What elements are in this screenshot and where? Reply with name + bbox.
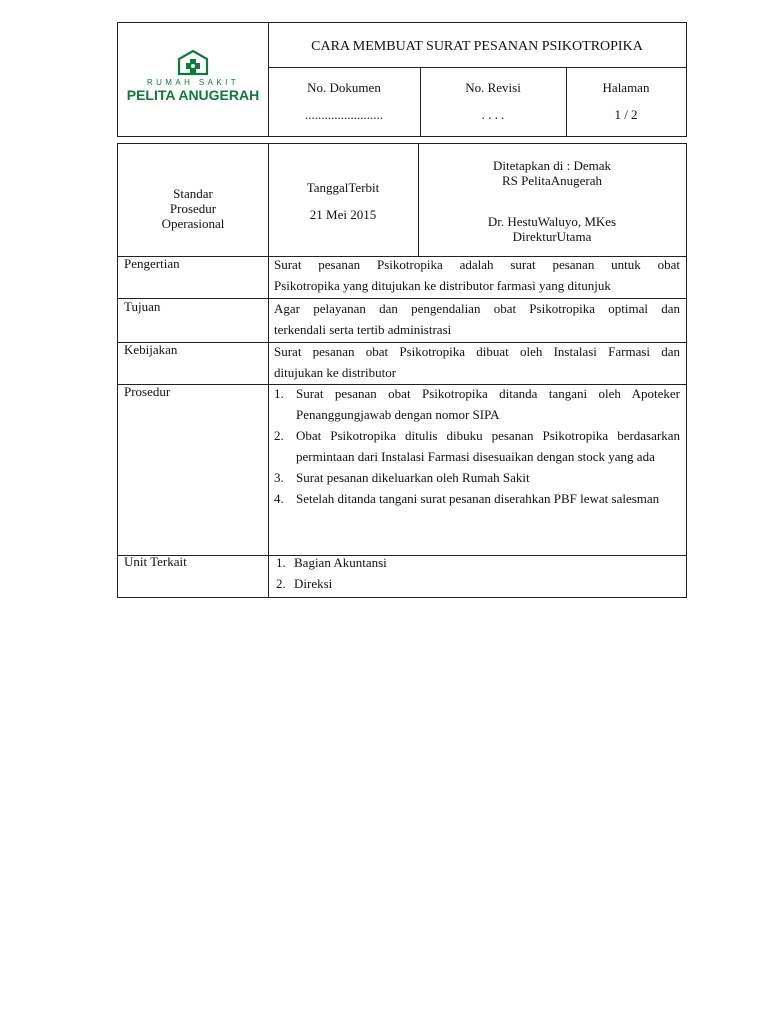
prosedur-item-text: Surat pesanan dikeluarkan oleh Rumah Sakit: [296, 470, 530, 485]
tujuan-text: [274, 298, 680, 340]
kebijakan-text: [274, 341, 680, 383]
halaman-value: 1 / 2: [614, 107, 638, 122]
unit-terkait-item-number: 2.: [276, 576, 286, 591]
unit-terkait-item-number: 1.: [276, 555, 286, 570]
sop-label-line: Operasional: [161, 216, 225, 231]
director-name: Dr. HestuWaluyo, MKes: [487, 214, 617, 229]
hospital-cross-icon: [176, 50, 210, 78]
prosedur-label: Prosedur: [124, 384, 171, 399]
header-divider: [268, 67, 686, 68]
unit-terkait-item-text: Direksi: [294, 576, 333, 591]
sop-table: [117, 143, 687, 598]
no-dokumen-label: No. Dokumen: [307, 80, 381, 95]
no-revisi-value: . . . .: [481, 107, 505, 122]
tujuan-line: terkendali serta tertib administrasi: [274, 322, 452, 337]
sop-label-line: Prosedur: [169, 201, 217, 216]
prosedur-list: [274, 383, 680, 509]
halaman-label: Halaman: [602, 80, 650, 95]
prosedur-item: [274, 467, 680, 488]
logo-text-rumah-sakit: RUMAH SAKIT: [146, 78, 240, 87]
kebijakan-label: Kebijakan: [124, 342, 178, 357]
sop-label-line: Standar: [173, 186, 213, 201]
header-divider: [566, 67, 567, 136]
tujuan-label: Tujuan: [124, 299, 161, 314]
header-divider: [420, 67, 421, 136]
tanggal-terbit-label: TanggalTerbit: [306, 180, 380, 195]
unit-terkait-list: [276, 552, 682, 594]
ditetapkan-location: Ditetapkan di : Demak: [492, 158, 612, 173]
document-header-table: [117, 22, 687, 137]
director-title: DirekturUtama: [512, 229, 592, 244]
unit-terkait-label: Unit Terkait: [124, 554, 187, 569]
prosedur-item-number: 3.: [274, 470, 284, 485]
ditetapkan-block: [418, 158, 686, 188]
unit-terkait-item: [276, 573, 682, 594]
prosedur-item-number: 2.: [274, 428, 284, 443]
pengertian-label: Pengertian: [124, 256, 180, 271]
prosedur-item-text: Setelah ditanda tangani surat pesanan diserahkan PBF lewat salesman: [296, 491, 660, 506]
no-dokumen-value: ........................: [305, 107, 383, 122]
prosedur-item: [274, 383, 680, 425]
hospital-logo: [118, 23, 268, 136]
pengertian-line: Surat pesanan Psikotropika adalah surat pesanan untuk obat: [274, 257, 680, 272]
director-block: [418, 214, 686, 244]
document-title: CARA MEMBUAT SURAT PESANAN PSIKOTROPIKA: [311, 39, 643, 54]
prosedur-item-text: Obat Psikotropika ditulis dibuku pesanan Psikotropika berdasarkan permintaan dari Instalasi Farmasi disesuaikan dengan stock yang ada: [296, 428, 680, 464]
sop-label: [118, 186, 268, 231]
logo-text-pelita-anugerah: PELITA ANUGERAH: [126, 87, 260, 103]
tujuan-line: Agar pelayanan dan pengendalian obat Psikotropika optimal dan: [274, 301, 680, 316]
kebijakan-line: ditujukan ke distributor: [274, 365, 397, 380]
no-revisi-label: No. Revisi: [465, 80, 521, 95]
pengertian-line: Psikotropika yang ditujukan ke distributor farmasi yang ditunjuk: [274, 278, 611, 293]
prosedur-item-text: Surat pesanan obat Psikotropika ditanda tangani oleh Apoteker Penanggungjawab dengan nomor SIPA: [296, 386, 680, 422]
pengertian-text: [274, 254, 680, 296]
tanggal-terbit-value: 21 Mei 2015: [309, 207, 377, 222]
prosedur-item-number: 1.: [274, 386, 284, 401]
unit-terkait-item-text: Bagian Akuntansi: [294, 555, 387, 570]
kebijakan-line: Surat pesanan obat Psikotropika dibuat oleh Instalasi Farmasi dan: [274, 344, 680, 359]
unit-terkait-item: [276, 552, 682, 573]
prosedur-item: [274, 425, 680, 467]
prosedur-item-number: 4.: [274, 491, 284, 506]
prosedur-item: [274, 488, 680, 509]
ditetapkan-hospital: RS PelitaAnugerah: [501, 173, 602, 188]
